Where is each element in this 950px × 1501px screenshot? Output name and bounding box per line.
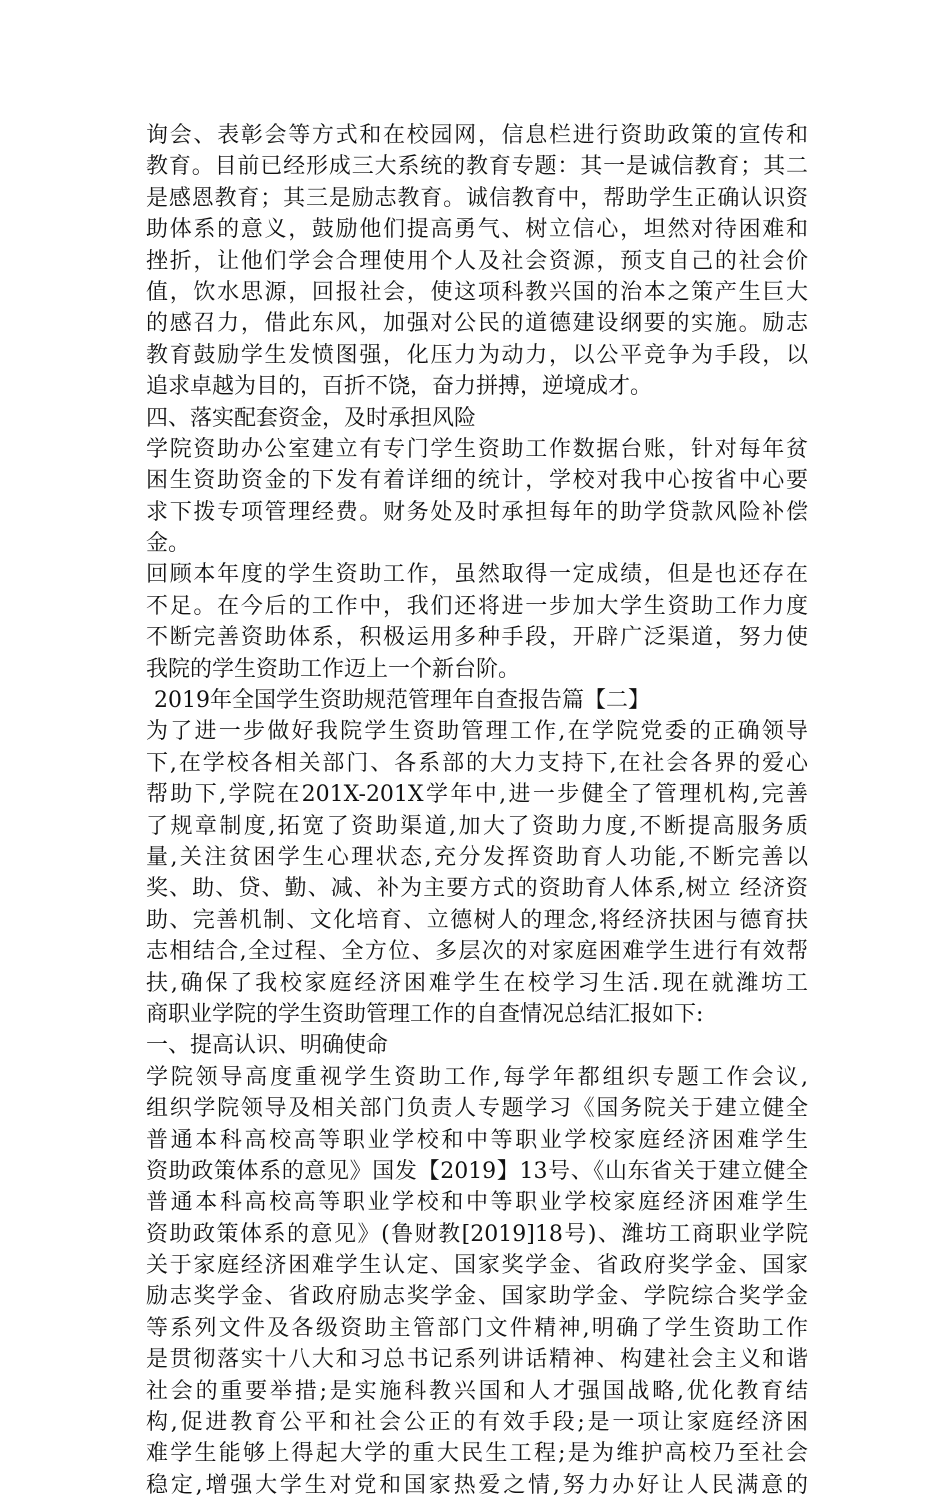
paragraph-line: 了规章制度,拓宽了资助渠道,加大了资助力度,不断提高服务质 — [146, 813, 808, 839]
paragraph-line: 回顾本年度的学生资助工作，虽然取得一定成绩，但是也还存在 — [146, 562, 808, 588]
paragraph-line: 励志奖学金、省政府励志奖学金、国家助学金、学院综合奖学金 — [146, 1284, 808, 1310]
paragraph-line: 助、完善机制、文化培育、立德树人的理念,将经济扶困与德育扶 — [146, 907, 808, 933]
paragraph-line: 商职业学院的学生资助管理工作的自查情况总结汇报如下: — [146, 1001, 704, 1027]
paragraph-line: 的感召力，借此东风，加强对公民的道德建设纲要的实施。励志 — [146, 311, 808, 337]
paragraph-line: 询会、表彰会等方式和在校园网，信息栏进行资助政策的宣传和 — [146, 123, 808, 148]
document-body — [146, 120, 808, 1501]
paragraph-line: 困生资助资金的下发有着详细的统计，学校对我中心按省中心要 — [146, 468, 808, 494]
paragraph-line: 为了进一步做好我院学生资助管理工作,在学院党委的正确领导 — [146, 719, 808, 745]
paragraph-line: 挫折，让他们学会合理使用个人及社会资源，预支自己的社会价 — [146, 248, 808, 274]
paragraph-line: 资助政策体系的意见》国发【2019】13号、《山东省关于建立健全 — [146, 1158, 808, 1184]
paragraph-line: 普通本科高校高等职业学校和中等职业学校家庭经济困难学生 — [146, 1190, 808, 1216]
paragraph-line: 扶,确保了我校家庭经济困难学生在校学习生活.现在就潍坊工 — [146, 970, 808, 996]
paragraph-line: 是感恩教育；其三是励志教育。诚信教育中，帮助学生正确认识资 — [146, 185, 808, 211]
paragraph-line: 社会的重要举措;是实施科教兴国和人才强国战略,优化教育结 — [146, 1378, 808, 1404]
paragraph-line: 教育。目前已经形成三大系统的教育专题：其一是诚信教育；其二 — [146, 154, 808, 180]
paragraph-line: 难学生能够上得起大学的重大民生工程;是为维护高校乃至社会 — [146, 1441, 808, 1467]
paragraph-line: 关于家庭经济困难学生认定、国家奖学金、省政府奖学金、国家 — [146, 1253, 808, 1279]
paragraph-line: 金。 — [146, 531, 191, 557]
paragraph-line: 是贯彻落实十八大和习总书记系列讲话精神、构建社会主义和谐 — [146, 1347, 808, 1373]
section-heading: 四、落实配套资金，及时承担风险 — [146, 405, 477, 431]
paragraph-line: 学院领导高度重视学生资助工作,每学年都组织专题工作会议, — [146, 1064, 808, 1090]
paragraph-line: 构,促进教育公平和社会公正的有效手段;是一项让家庭经济困 — [146, 1410, 808, 1436]
paragraph-line: 不断完善资助体系，积极运用多种手段，开辟广泛渠道，努力使 — [146, 625, 808, 651]
paragraph-line: 追求卓越为目的，百折不饶，奋力拼搏，逆境成才。 — [146, 374, 653, 400]
paragraph-line: 稳定,增强大学生对党和国家热爱之情,努力办好让人民满意的 — [146, 1472, 808, 1498]
paragraph-line: 志相结合,全过程、全方位、多层次的对家庭困难学生进行有效帮 — [146, 939, 808, 965]
section-heading: 一、提高认识、明确使命 — [146, 1033, 389, 1059]
paragraph-line: 不足。在今后的工作中，我们还将进一步加大学生资助工作力度 — [146, 593, 808, 619]
paragraph-line: 等系列文件及各级资助主管部门文件精神,明确了学生资助工作 — [146, 1315, 808, 1341]
paragraph-line: 求下拨专项管理经费。财务处及时承担每年的助学贷款风险补偿 — [146, 499, 808, 525]
paragraph-line: 组织学院领导及相关部门负责人专题学习《国务院关于建立健全 — [146, 1096, 808, 1122]
paragraph-line: 学院资助办公室建立有专门学生资助工作数据台账，针对每年贫 — [146, 436, 808, 462]
paragraph-line: 量,关注贫困学生心理状态,充分发挥资助育人功能,不断完善以 — [146, 844, 808, 870]
paragraph-line: 教育鼓励学生发愤图强，化压力为动力，以公平竞争为手段，以 — [146, 342, 808, 368]
report-title: 2019年全国学生资助规范管理年自查报告篇【二】 — [154, 688, 650, 714]
paragraph-line: 下,在学校各相关部门、各系部的大力支持下,在社会各界的爱心 — [146, 750, 808, 776]
paragraph-line: 资助政策体系的意见》(鲁财教[2019]18号)、潍坊工商职业学院 — [146, 1221, 808, 1247]
paragraph-line: 奖、助、贷、勤、减、补为主要方式的资助育人体系,树立 经济资 — [146, 876, 808, 902]
paragraph-line: 我院的学生资助工作迈上一个新台阶。 — [146, 656, 521, 682]
paragraph-line: 帮助下,学院在201X-201X学年中,进一步健全了管理机构,完善 — [146, 782, 808, 808]
paragraph-line: 普通本科高校高等职业学校和中等职业学校家庭经济困难学生 — [146, 1127, 808, 1153]
paragraph-line: 助体系的意义，鼓励他们提高勇气、树立信心，坦然对待困难和 — [146, 217, 808, 243]
paragraph-line: 值，饮水思源，回报社会，使这项科教兴国的治本之策产生巨大 — [146, 279, 808, 305]
